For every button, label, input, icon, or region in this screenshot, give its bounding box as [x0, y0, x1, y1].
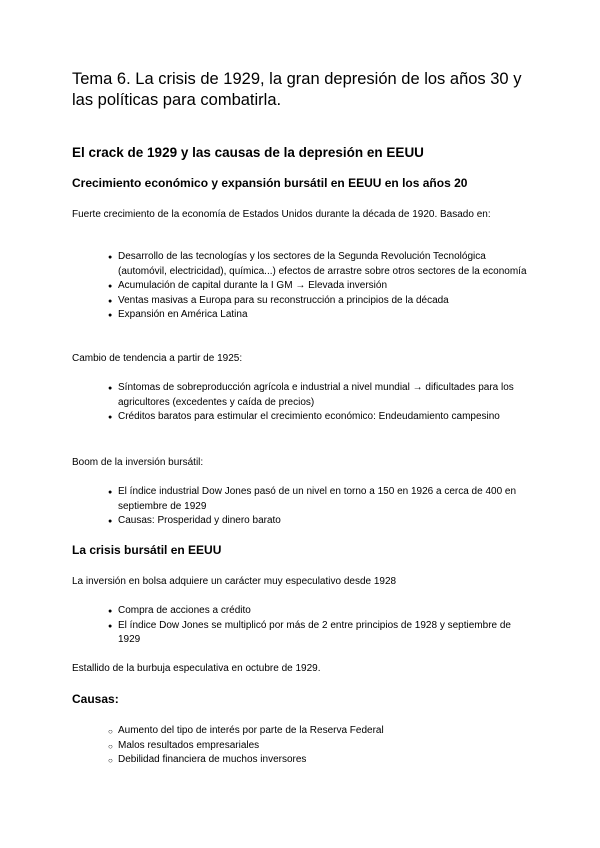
- list-item: ● Expansión en América Latina: [108, 308, 528, 323]
- list-item: ● Desarrollo de las tecnologías y los sectores de la Segunda Revolución Tecnológica (automóvil, electricidad), química...) efectos de arrastre sobre otros sectores de la economía: [108, 250, 528, 279]
- document-title: Tema 6. La crisis de 1929, la gran depresión de los años 30 y las políticas para combatirla.: [72, 70, 522, 109]
- list-item: ○ Debilidad financiera de muchos inversores: [108, 753, 528, 768]
- list-item: ● Créditos baratos para estimular el crecimiento económico: Endeudamiento campesino: [108, 410, 528, 425]
- trend-change-list: [108, 381, 528, 425]
- growth-intro-paragraph: Fuerte crecimiento de la economía de Estados Unidos durante la década de 1920. Basado en:: [72, 209, 491, 220]
- list-item: ○ Aumento del tipo de interés por parte de la Reserva Federal: [108, 724, 528, 739]
- list-item: ● Síntomas de sobreproducción agrícola e industrial a nivel mundial → dificultades para los agricultores (excedentes y caída de precios): [108, 381, 528, 410]
- speculation-list: [108, 604, 528, 648]
- subsection-heading-growth: Crecimiento económico y expansión bursátil en EEUU en los años 20: [72, 176, 468, 190]
- list-item: ● El índice Dow Jones se multiplicó por más de 2 entre principios de 1928 y septiembre de 1929: [108, 619, 528, 648]
- bubble-burst-paragraph: Estallido de la burbuja especulativa en octubre de 1929.: [72, 663, 321, 674]
- list-item: ● Ventas masivas a Europa para su reconstrucción a principios de la década: [108, 294, 528, 309]
- list-item: ○ Malos resultados empresariales: [108, 739, 528, 754]
- causes-heading: Causas:: [72, 692, 119, 706]
- causes-list: [108, 724, 528, 768]
- trend-change-paragraph: Cambio de tendencia a partir de 1925:: [72, 353, 243, 364]
- subsection-heading-crisis: La crisis bursátil en EEUU: [72, 543, 222, 557]
- growth-factors-list: [108, 250, 528, 323]
- list-item: ● Acumulación de capital durante la I GM → Elevada inversión: [108, 279, 528, 294]
- list-item: ● El índice industrial Dow Jones pasó de un nivel en torno a 150 en 1926 a cerca de 400 en septiembre de 1929: [108, 485, 528, 514]
- speculation-paragraph: La inversión en bolsa adquiere un carácter muy especulativo desde 1928: [72, 576, 397, 587]
- boom-list: [108, 485, 528, 529]
- list-item: ● Compra de acciones a crédito: [108, 604, 528, 619]
- boom-paragraph: Boom de la inversión bursátil:: [72, 457, 204, 468]
- list-item: ● Causas: Prosperidad y dinero barato: [108, 514, 528, 529]
- section-heading: El crack de 1929 y las causas de la depresión en EEUU: [72, 145, 424, 160]
